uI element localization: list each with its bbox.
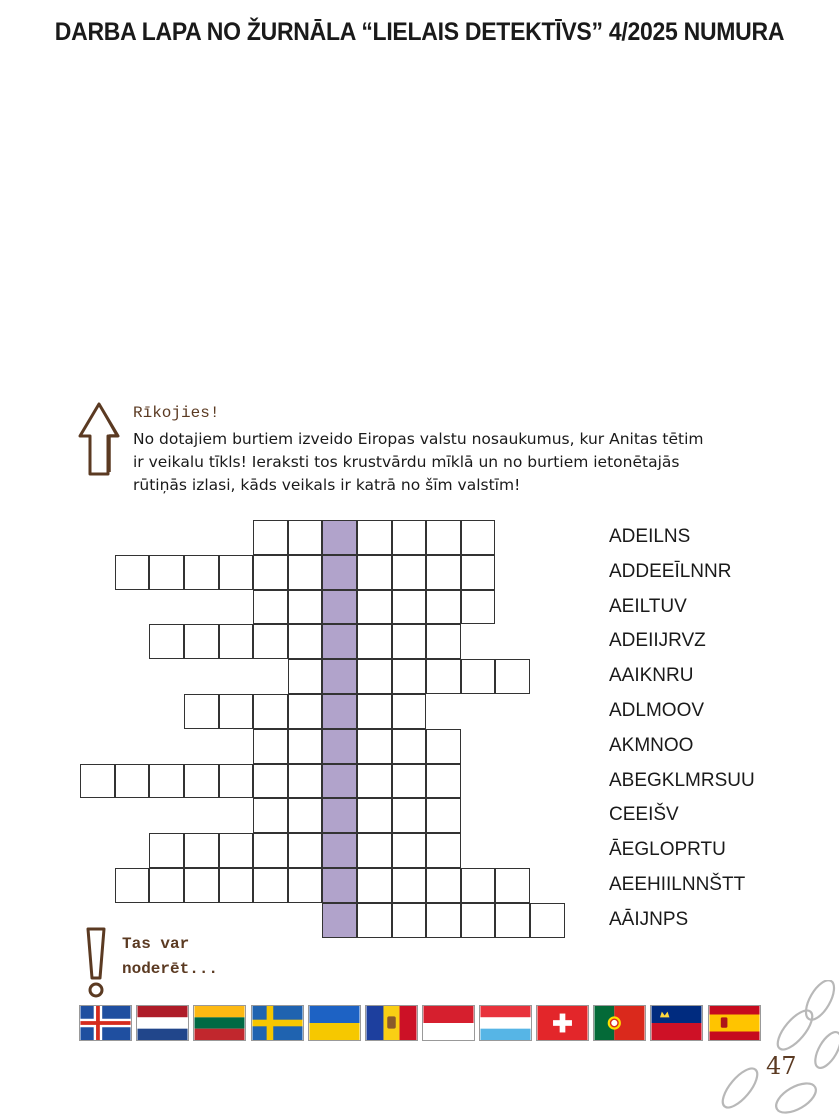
crossword-cell[interactable] [357,624,392,659]
crossword-cell[interactable] [149,624,184,659]
crossword-cell[interactable] [392,624,427,659]
arrow-up-icon [78,402,120,476]
crossword-cell[interactable] [184,555,219,590]
word-clue: ABEGKLMRSUU [609,769,755,791]
crossword-cell[interactable] [184,868,219,903]
crossword-cell[interactable] [392,903,427,938]
liechtenstein-flag [650,1005,703,1041]
word-clue: ĀEGLOPRTU [609,839,726,861]
word-clue: AEILTUV [609,595,687,617]
crossword-cell[interactable] [288,555,323,590]
crossword-cell[interactable] [426,868,461,903]
page-number: 47 [766,1052,797,1080]
crossword-cell[interactable] [392,764,427,799]
crossword-cell[interactable] [357,798,392,833]
crossword-cell[interactable] [115,555,150,590]
crossword-cell[interactable] [426,659,461,694]
word-list [609,520,755,938]
crossword-cell[interactable] [357,833,392,868]
crossword-cell[interactable] [115,764,150,799]
word-clue: ADEILNS [609,526,691,547]
hint-line: noderēt... [122,960,219,978]
crossword-cell[interactable] [461,590,496,625]
crossword-cell[interactable] [357,659,392,694]
crossword-cell[interactable] [253,624,288,659]
crossword-cell[interactable] [357,868,392,903]
netherlands-flag [136,1005,189,1041]
crossword-cell[interactable] [288,729,323,764]
ukraine-flag [308,1005,361,1041]
crossword-cell[interactable] [426,624,461,659]
crossword-cell[interactable] [149,868,184,903]
crossword-cell[interactable] [219,555,254,590]
crossword-cell[interactable] [392,659,427,694]
sweden-flag [251,1005,304,1041]
crossword-cell[interactable] [288,624,323,659]
crossword-cell[interactable] [357,729,392,764]
crossword-cell[interactable] [184,833,219,868]
portugal-flag [593,1005,646,1041]
crossword-cell[interactable] [253,833,288,868]
crossword-cell[interactable] [288,659,323,694]
footprints-icon [700,980,839,1120]
lithuania-flag [193,1005,246,1041]
crossword-cell[interactable] [392,729,427,764]
crossword-cell[interactable] [392,520,427,555]
crossword-cell[interactable] [253,694,288,729]
crossword-cell-highlighted[interactable] [322,590,357,625]
crossword-cell[interactable] [219,833,254,868]
crossword-cell[interactable] [426,555,461,590]
task-line: ir veikalu tīkls! Ieraksti tos krustvārdu mīklā un no burtiem ietonētajās [133,453,680,471]
crossword-cell[interactable] [219,868,254,903]
crossword-cell[interactable] [495,903,530,938]
task-instructions [133,428,713,497]
page-title: DARBA LAPA NO ŽURNĀLA “LIELAIS DETEKTĪVS” 4/2025 NUMURA [54,18,785,46]
crossword-cell[interactable] [253,590,288,625]
crossword-cell[interactable] [426,729,461,764]
word-clue: ADDEEĪLNNR [609,560,732,582]
crossword-cell-highlighted[interactable] [322,555,357,590]
crossword-cell[interactable] [253,555,288,590]
word-clue: AKMNOO [609,734,694,756]
word-clue: AAIKNRU [609,665,694,687]
crossword-cell[interactable] [288,868,323,903]
crossword-cell-highlighted[interactable] [322,833,357,868]
crossword-cell[interactable] [357,590,392,625]
crossword-cell[interactable] [426,903,461,938]
crossword-cell[interactable] [288,694,323,729]
crossword-cell[interactable] [357,694,392,729]
moldova-flag [365,1005,418,1041]
task-line: No dotajiem burtiem izveido Eiropas valstu nosaukumus, kur Anitas tētim [133,430,704,448]
crossword-cell[interactable] [530,903,565,938]
word-clue: CEEIŠV [609,804,679,826]
crossword-cell[interactable] [184,694,219,729]
crossword-cell[interactable] [426,833,461,868]
crossword-cell[interactable] [461,555,496,590]
crossword-cell[interactable] [426,764,461,799]
crossword-cell[interactable] [184,764,219,799]
crossword-cell-highlighted[interactable] [322,868,357,903]
switzerland-flag [536,1005,589,1041]
crossword-cell[interactable] [288,590,323,625]
crossword-cell[interactable] [461,659,496,694]
crossword-cell[interactable] [149,555,184,590]
word-clue: ADEIIJRVZ [609,630,706,652]
crossword-cell[interactable] [495,868,530,903]
crossword-cell[interactable] [253,798,288,833]
crossword-cell[interactable] [392,798,427,833]
crossword-cell[interactable] [288,833,323,868]
crossword-cell[interactable] [357,764,392,799]
crossword-cell[interactable] [426,520,461,555]
crossword-cell[interactable] [115,868,150,903]
crossword-cell-highlighted[interactable] [322,694,357,729]
word-clue: AEEHIILNNŠTT [609,873,746,895]
luxembourg-flag [479,1005,532,1041]
crossword-cell[interactable] [357,520,392,555]
monaco-flag [422,1005,475,1041]
crossword-cell-highlighted[interactable] [322,729,357,764]
crossword-cell[interactable] [357,555,392,590]
crossword-cell[interactable] [461,868,496,903]
hint-text [122,932,218,982]
crossword-cell[interactable] [426,798,461,833]
crossword-cell[interactable] [253,764,288,799]
crossword-cell-highlighted[interactable] [322,624,357,659]
crossword-cell[interactable] [149,764,184,799]
crossword-cell[interactable] [288,764,323,799]
hint-line: Tas var [122,935,190,953]
crossword-cell[interactable] [392,590,427,625]
crossword-cell[interactable] [357,903,392,938]
crossword-cell[interactable] [288,798,323,833]
crossword-cell-highlighted[interactable] [322,520,357,555]
crossword-cell[interactable] [253,868,288,903]
crossword-cell[interactable] [219,624,254,659]
crossword-cell[interactable] [495,659,530,694]
crossword-cell[interactable] [253,729,288,764]
crossword-cell-highlighted[interactable] [322,659,357,694]
crossword-cell[interactable] [461,520,496,555]
crossword-cell[interactable] [392,555,427,590]
crossword-cell[interactable] [461,903,496,938]
crossword-cell-highlighted[interactable] [322,764,357,799]
crossword-cell-highlighted[interactable] [322,903,357,938]
crossword-cell-highlighted[interactable] [322,798,357,833]
crossword-cell[interactable] [80,764,115,799]
task-title: Rīkojies! [133,404,220,422]
crossword-cell[interactable] [149,833,184,868]
crossword-cell[interactable] [426,590,461,625]
iceland-flag [79,1005,132,1041]
crossword-cell[interactable] [392,694,427,729]
word-clue: ADLMOOV [609,699,705,721]
crossword-cell[interactable] [219,694,254,729]
crossword-cell[interactable] [392,868,427,903]
crossword-cell[interactable] [392,833,427,868]
crossword-cell[interactable] [253,520,288,555]
word-clue: AĀIJNPS [609,908,689,930]
task-line: rūtiņās izlasi, kāds veikals ir katrā no šīm valstīm! [133,476,521,494]
crossword-cell[interactable] [184,624,219,659]
crossword-cell[interactable] [288,520,323,555]
crossword-cell[interactable] [219,764,254,799]
exclamation-icon [82,926,110,1000]
